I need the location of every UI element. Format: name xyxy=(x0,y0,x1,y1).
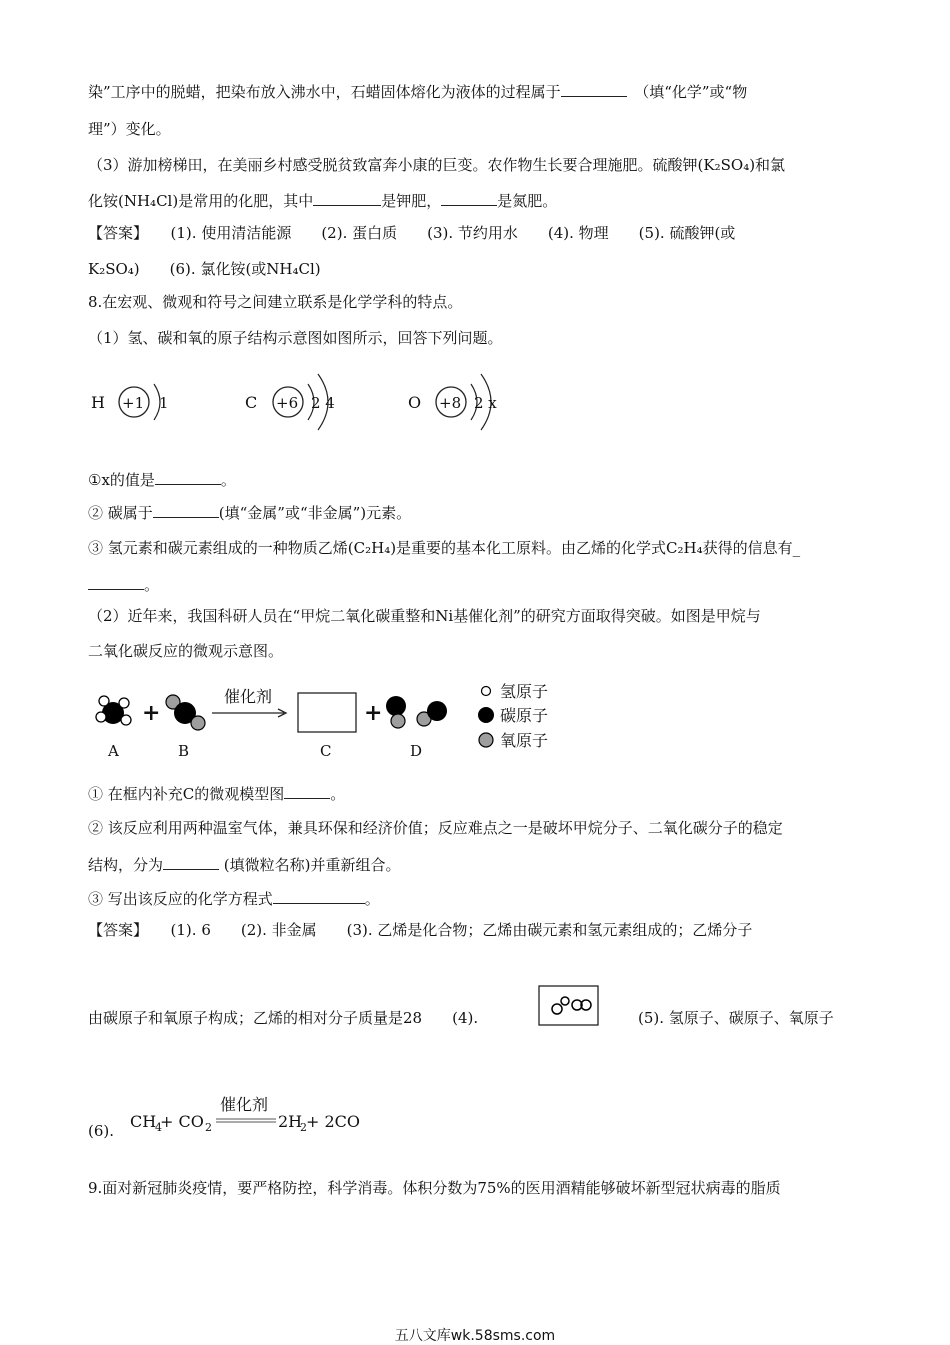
atom-symbol: C xyxy=(245,393,258,412)
nucleus-charge: +1 xyxy=(122,394,145,412)
footer-watermark: 五八文库wk.58sms.com xyxy=(394,1328,556,1344)
electron-shells: 2 x xyxy=(474,394,497,412)
answer-blank xyxy=(155,470,221,485)
molecule-b-co2 xyxy=(166,695,205,760)
answer-c-model-box xyxy=(538,985,600,1027)
atom-oxygen xyxy=(408,374,497,430)
electron-shells: 2 4 xyxy=(311,394,335,412)
nucleus-charge: +6 xyxy=(276,394,299,412)
equation-subscript: 2 xyxy=(205,1121,212,1134)
equation-term: + CO xyxy=(160,1112,204,1131)
text-line: ① 在框内补充C的微观模型图 。 xyxy=(88,785,346,803)
answer-blank xyxy=(561,82,627,97)
atom-symbol: O xyxy=(408,393,422,412)
legend xyxy=(478,682,548,750)
equation-subscript: 4 xyxy=(155,1121,162,1134)
question-9: 9.面对新冠肺炎疫情，要严格防控，科学消毒。体积分数为75%的医用酒精能够破坏新型冠状病毒的脂质 xyxy=(88,1179,781,1197)
molecule-label: A xyxy=(108,742,119,760)
answer-blank xyxy=(284,784,330,799)
equation-term: + 2CO xyxy=(306,1112,361,1131)
answer-line: 【答案】 (1). 6 (2). 非金属 (3). 乙烯是化合物；乙烯由碳元素和氢元素组成的；乙烯分子 xyxy=(88,921,753,939)
question-8: 8.在宏观、微观和符号之间建立联系是化学学科的特点。 xyxy=(88,293,463,311)
molecule-a-methane xyxy=(96,696,131,760)
answer-label: 【答案】 xyxy=(88,224,141,242)
answer-line: K₂SO₄) (6). 氯化铵(或NH₄Cl) xyxy=(88,260,321,278)
text-line: ①x的值是 。 xyxy=(88,471,236,489)
answer-blank xyxy=(313,191,381,206)
answer-blank xyxy=(441,191,497,206)
catalyst-label: 催化剂 xyxy=(224,687,273,706)
answer-line: 【答案】 (1). 使用清洁能源 (2). 蛋白质 (3). 节约用水 (4). 物理 (5). 硫酸钾(或 xyxy=(88,224,736,242)
legend-carbon: 碳原子 xyxy=(500,706,549,725)
answer-line: (5). 氢原子、碳原子、氧原子 xyxy=(638,1009,834,1027)
equation-condition: 催化剂 xyxy=(220,1095,269,1114)
answer-blank xyxy=(153,503,219,518)
text-line: 理”）变化。 xyxy=(88,120,171,138)
text-line: （1）氢、碳和氧的原子结构示意图如图所示，回答下列问题。 xyxy=(88,329,503,347)
molecule-label: B xyxy=(178,742,190,760)
electron-shells: 1 xyxy=(159,394,169,412)
answer-line: 由碳原子和氧原子构成；乙烯的相对分子质量是28 (4). xyxy=(88,1009,479,1027)
text-line: ② 该反应利用两种温室气体，兼具环保和经济价值；反应难点之一是破坏甲烷分子、二氧化碳分子的稳定 xyxy=(88,819,783,837)
chemical-equation xyxy=(130,1090,390,1140)
answer-blank xyxy=(163,855,219,870)
answer-blank xyxy=(273,889,365,904)
equation-term: 2H xyxy=(278,1112,303,1131)
atom-carbon xyxy=(245,374,335,430)
text-line: （2）近年来，我国科研人员在“甲烷二氧化碳重整和Ni基催化剂”的研究方面取得突破。如图是甲烷与 xyxy=(88,607,761,625)
answer-label: 【答案】 xyxy=(88,921,141,939)
molecule-label: C xyxy=(320,742,332,760)
molecule-c-box xyxy=(298,693,356,732)
equation-subscript: 2 xyxy=(300,1121,307,1134)
atom-hydrogen xyxy=(91,384,169,420)
molecule-label: D xyxy=(410,742,423,760)
nucleus-charge: +8 xyxy=(439,394,462,412)
text-line: 二氧化碳反应的微观示意图。 xyxy=(88,642,284,660)
equation-term: CH xyxy=(130,1112,157,1131)
text-line: 结构，分为 (填微粒名称)并重新组合。 xyxy=(88,856,401,874)
text-line: 。 xyxy=(88,575,159,595)
text-line: ③ 氢元素和碳元素组成的一种物质乙烯(C₂H₄)是重要的基本化工原料。由乙烯的化学式C₂H₄获得的信息有_ xyxy=(88,539,801,557)
plus-sign: + xyxy=(364,700,383,726)
text-line: （3）游加榜梯田，在美丽乡村感受脱贫致富奔小康的巨变。农作物生长要合理施肥。硫酸钾(K₂SO₄)和氯 xyxy=(88,156,786,174)
text-line: 染”工序中的脱蜡，把染布放入沸水中，石蜡固体熔化为液体的过程属于 （填“化学”或“物 xyxy=(88,83,748,101)
text-line: ③ 写出该反应的化学方程式 。 xyxy=(88,890,380,908)
legend-oxygen: 氧原子 xyxy=(500,731,549,750)
text-line: ② 碳属于 (填“金属”或“非金属”)元素。 xyxy=(88,504,412,522)
molecule-d-co xyxy=(386,696,447,760)
atom-structure-diagram xyxy=(88,366,508,442)
plus-sign: + xyxy=(142,700,161,726)
text-line: 化铵(NH₄Cl)是常用的化肥，其中 是钾肥， 是氮肥。 xyxy=(88,192,558,210)
legend-hydrogen: 氢原子 xyxy=(500,682,549,701)
answer-line: (6). xyxy=(88,1122,115,1140)
answer-blank xyxy=(88,575,144,590)
atom-symbol: H xyxy=(91,393,105,412)
reaction-diagram xyxy=(88,680,568,764)
